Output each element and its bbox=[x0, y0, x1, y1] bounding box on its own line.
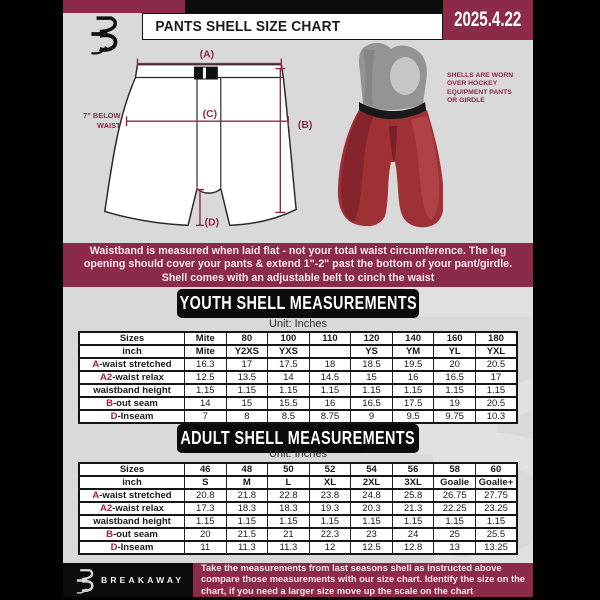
table-cell: 22.3 bbox=[309, 528, 351, 541]
footer-brand-text: BREAKAWAY bbox=[101, 575, 185, 585]
measure-line-d bbox=[196, 190, 204, 226]
table-cell: 12.8 bbox=[392, 541, 434, 554]
table-cell: 1.15 bbox=[392, 384, 434, 397]
row-label: Sizes bbox=[79, 463, 185, 476]
table-cell: XL bbox=[309, 476, 351, 489]
row-label: A-waist stretched bbox=[79, 358, 185, 371]
table-cell: 24 bbox=[392, 528, 434, 541]
diagram-label-a: (A) bbox=[199, 49, 215, 61]
table-cell: 1.15 bbox=[475, 515, 517, 528]
table-cell: 20.8 bbox=[185, 489, 227, 502]
table-cell: 1.15 bbox=[226, 515, 268, 528]
table-cell: 22.8 bbox=[268, 489, 310, 502]
table-row bbox=[79, 345, 517, 358]
table-cell: 2XL bbox=[351, 476, 393, 489]
row-label: Sizes bbox=[79, 332, 185, 345]
table-row bbox=[79, 358, 517, 371]
table-cell: 27.75 bbox=[475, 489, 517, 502]
table-cell: 17.5 bbox=[392, 397, 434, 410]
table-cell: 80 bbox=[226, 332, 268, 345]
table-cell: 54 bbox=[351, 463, 393, 476]
table-cell: 21.5 bbox=[226, 528, 268, 541]
table-cell: YXS bbox=[268, 345, 310, 358]
table-cell: 12 bbox=[309, 541, 351, 554]
table-row bbox=[79, 384, 517, 397]
table-cell: 160 bbox=[434, 332, 476, 345]
diagram-label-c: (C) bbox=[202, 109, 218, 121]
table-cell: 12.5 bbox=[351, 541, 393, 554]
table-cell: 18.3 bbox=[268, 502, 310, 515]
table-cell: 16.3 bbox=[185, 358, 227, 371]
table-cell: 15 bbox=[226, 397, 268, 410]
table-cell: YL bbox=[434, 345, 476, 358]
table-cell: 58 bbox=[434, 463, 476, 476]
table-cell: 11.3 bbox=[226, 541, 268, 554]
table-row bbox=[79, 528, 517, 541]
table-cell: Y2XS bbox=[226, 345, 268, 358]
table-cell: 1.15 bbox=[309, 384, 351, 397]
table-cell: Mite bbox=[185, 345, 227, 358]
row-label: inch bbox=[79, 476, 185, 489]
info-banner bbox=[63, 243, 533, 287]
row-label: A2-waist relax bbox=[79, 371, 185, 384]
table-cell: 8 bbox=[226, 410, 268, 423]
table-cell: 17.3 bbox=[185, 502, 227, 515]
table-cell: 1.15 bbox=[434, 384, 476, 397]
table-cell: 23.25 bbox=[475, 502, 517, 515]
table-cell: 16 bbox=[309, 397, 351, 410]
table-cell: M bbox=[226, 476, 268, 489]
table-cell: Goalie+ bbox=[475, 476, 517, 489]
row-label: A2-waist relax bbox=[79, 502, 185, 515]
table-cell: 23 bbox=[351, 528, 393, 541]
table-cell: YXL bbox=[475, 345, 517, 358]
table-cell: 56 bbox=[392, 463, 434, 476]
adult-heading-text: ADULT SHELL MEASUREMENTS bbox=[180, 428, 416, 448]
date-text: 2025.4.22 bbox=[454, 8, 522, 31]
table-cell: 25.5 bbox=[475, 528, 517, 541]
table-row bbox=[79, 489, 517, 502]
table-cell: L bbox=[268, 476, 310, 489]
table-cell: Mite bbox=[185, 332, 227, 345]
table-row bbox=[79, 502, 517, 515]
table-cell: 20.5 bbox=[475, 397, 517, 410]
row-label: waistband height bbox=[79, 384, 185, 397]
table-row bbox=[79, 476, 517, 489]
table-cell: 180 bbox=[475, 332, 517, 345]
table-cell: 14 bbox=[185, 397, 227, 410]
info-banner-text: Waistband is measured when laid flat - not your total waist circumference. The leg opening should cover your pants & extend 1"-2" past the bottom of your pant/girdle. Shell comes with an adjustable belt to cinch the waist bbox=[83, 244, 513, 284]
footer-brand-bar bbox=[63, 563, 193, 597]
table-cell: 3XL bbox=[392, 476, 434, 489]
table-cell: 9.75 bbox=[434, 410, 476, 423]
date-badge bbox=[443, 0, 533, 40]
table-cell: 17 bbox=[475, 371, 517, 384]
table-cell bbox=[309, 345, 351, 358]
youth-unit-label: Unit: Inches bbox=[268, 318, 328, 330]
diagram-label-b: (B) bbox=[297, 120, 313, 132]
diagram-label-d: (D) bbox=[204, 217, 220, 229]
table-cell: 48 bbox=[226, 463, 268, 476]
adult-unit-label: Unit: Inches bbox=[268, 448, 328, 460]
table-cell: 8.75 bbox=[309, 410, 351, 423]
row-label: waistband height bbox=[79, 515, 185, 528]
row-label: B-out seam bbox=[79, 397, 185, 410]
table-cell: 16.5 bbox=[351, 397, 393, 410]
table-cell: 1.15 bbox=[392, 515, 434, 528]
table-cell: YM bbox=[392, 345, 434, 358]
table-cell: 14.5 bbox=[309, 371, 351, 384]
table-row bbox=[79, 397, 517, 410]
table-cell: 17.5 bbox=[268, 358, 310, 371]
table-cell: 20 bbox=[434, 358, 476, 371]
table-cell: 18.5 bbox=[351, 358, 393, 371]
table-cell: 46 bbox=[185, 463, 227, 476]
table-cell: 13.5 bbox=[226, 371, 268, 384]
table-cell: 11.3 bbox=[268, 541, 310, 554]
table-row bbox=[79, 515, 517, 528]
table-cell: 26.75 bbox=[434, 489, 476, 502]
table-cell: 9.5 bbox=[392, 410, 434, 423]
table-row bbox=[79, 463, 517, 476]
table-cell: 13.25 bbox=[475, 541, 517, 554]
table-row bbox=[79, 332, 517, 345]
table-cell: 19.3 bbox=[309, 502, 351, 515]
table-cell: 1.15 bbox=[351, 515, 393, 528]
waist-note-line1: 7" BELOW bbox=[83, 111, 121, 121]
table-cell: 110 bbox=[309, 332, 351, 345]
row-label: B-out seam bbox=[79, 528, 185, 541]
youth-heading-text: YOUTH SHELL MEASUREMENTS bbox=[179, 293, 417, 313]
title-box bbox=[142, 13, 443, 40]
table-cell: 16.5 bbox=[434, 371, 476, 384]
table-cell: 50 bbox=[268, 463, 310, 476]
table-cell: 14 bbox=[268, 371, 310, 384]
table-cell: 1.15 bbox=[268, 515, 310, 528]
table-cell: 52 bbox=[309, 463, 351, 476]
page bbox=[63, 0, 533, 600]
table-cell: 21.3 bbox=[392, 502, 434, 515]
table-cell: 10.3 bbox=[475, 410, 517, 423]
footer-note-bar bbox=[193, 563, 533, 597]
table-cell: 1.15 bbox=[434, 515, 476, 528]
table-cell: 22.25 bbox=[434, 502, 476, 515]
row-label: A-waist stretched bbox=[79, 489, 185, 502]
table-cell: 21.8 bbox=[226, 489, 268, 502]
table-cell: 1.15 bbox=[185, 384, 227, 397]
table-cell: 18.3 bbox=[226, 502, 268, 515]
table-row bbox=[79, 410, 517, 423]
table-cell: 25 bbox=[434, 528, 476, 541]
table-cell: Goalie bbox=[434, 476, 476, 489]
youth-section-heading bbox=[177, 289, 419, 318]
row-label: D-Inseam bbox=[79, 541, 185, 554]
table-cell: 24.8 bbox=[351, 489, 393, 502]
breakaway-footer-logo-icon bbox=[72, 567, 94, 594]
table-cell: 1.15 bbox=[226, 384, 268, 397]
table-cell: 11 bbox=[185, 541, 227, 554]
table-cell: 7 bbox=[185, 410, 227, 423]
table-cell: 8.5 bbox=[268, 410, 310, 423]
page-title: PANTS SHELL SIZE CHART bbox=[155, 18, 341, 35]
footer-note-text: Take the measurements from last seasons shell as instructed above compare those measurements with our size chart. Identify the size on the chart, if you need a larger size move up the scale on the chart bbox=[201, 563, 525, 596]
top-black-strip bbox=[185, 0, 443, 13]
youth-measurements-table bbox=[78, 331, 518, 424]
table-cell: 1.15 bbox=[185, 515, 227, 528]
table-cell: 23.8 bbox=[309, 489, 351, 502]
table-cell: 100 bbox=[268, 332, 310, 345]
table-cell: 20.5 bbox=[475, 358, 517, 371]
table-cell: 25.8 bbox=[392, 489, 434, 502]
table-cell: 13 bbox=[434, 541, 476, 554]
table-cell: 21 bbox=[268, 528, 310, 541]
table-cell: 20.3 bbox=[351, 502, 393, 515]
table-cell: 19 bbox=[434, 397, 476, 410]
table-cell: 1.15 bbox=[475, 384, 517, 397]
adult-measurements-table bbox=[78, 462, 518, 554]
row-label: D-Inseam bbox=[79, 410, 185, 423]
table-cell: 20 bbox=[185, 528, 227, 541]
table-row bbox=[79, 541, 517, 554]
photo-note: SHELLS ARE WORN OVER HOCKEY EQUIPMENT PANTS OR GIRDLE bbox=[447, 72, 514, 105]
table-cell: 1.15 bbox=[351, 384, 393, 397]
waist-note-line2: WAIST bbox=[97, 121, 121, 131]
table-cell: S bbox=[185, 476, 227, 489]
table-cell: YS bbox=[351, 345, 393, 358]
table-cell: 15.5 bbox=[268, 397, 310, 410]
row-label: inch bbox=[79, 345, 185, 358]
table-cell: 15 bbox=[351, 371, 393, 384]
table-cell: 140 bbox=[392, 332, 434, 345]
table-cell: 120 bbox=[351, 332, 393, 345]
table-cell: 9 bbox=[351, 410, 393, 423]
pants-measurement-diagram bbox=[71, 44, 321, 238]
table-cell: 1.15 bbox=[309, 515, 351, 528]
shell-product-photo bbox=[333, 42, 443, 238]
table-cell: 17 bbox=[226, 358, 268, 371]
table-cell: 60 bbox=[475, 463, 517, 476]
table-cell: 18 bbox=[309, 358, 351, 371]
table-row bbox=[79, 371, 517, 384]
table-cell: 1.15 bbox=[268, 384, 310, 397]
table-cell: 19.5 bbox=[392, 358, 434, 371]
table-cell: 12.5 bbox=[185, 371, 227, 384]
table-cell: 16 bbox=[392, 371, 434, 384]
